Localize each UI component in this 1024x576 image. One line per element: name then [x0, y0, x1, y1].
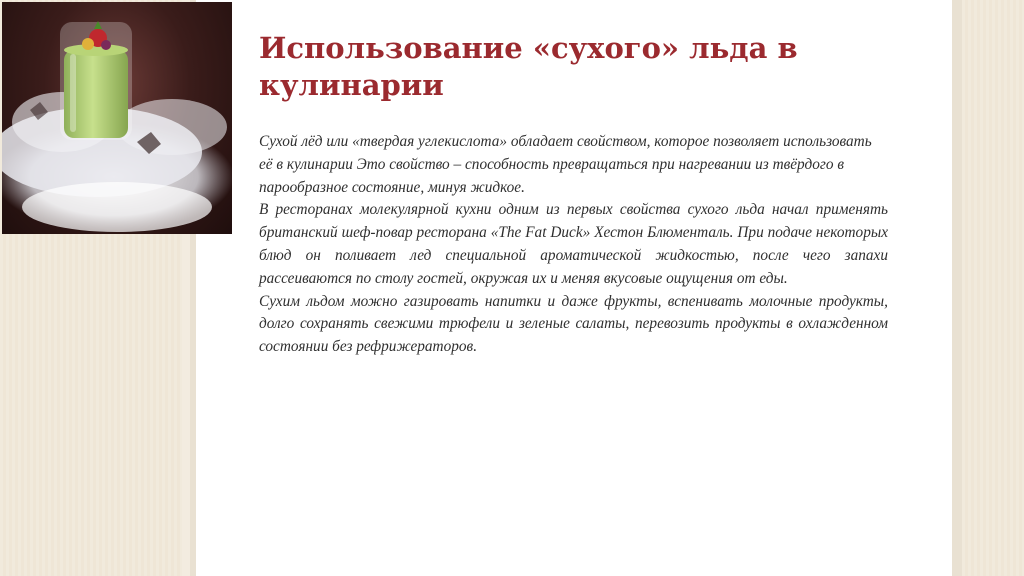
glass-highlight [70, 54, 76, 132]
slide-title: Использование «сухого» льда в кулинарии [259, 31, 798, 102]
paragraph-uses: Сухим льдом можно газировать напитки и даже фрукты, вспенивать молочные продукты, долго сохранять свежими трюфели и зеленые салаты, перевозить продукты в охлажденном состоянии без рефрижераторов. [259, 292, 888, 356]
dessert-photo [2, 2, 232, 234]
fog-wisp [117, 99, 227, 155]
fruit [82, 38, 94, 50]
paragraph-dry-ice-property: Сухой лёд или «твердая углекислота» обладает свойством, которое позволяет использовать её в кулинарии Это свойство – способность превращаться при нагревании из твёрдого в парообразное состояние, минуя жидкое. [259, 133, 872, 196]
panel-border-right [952, 0, 962, 576]
berry [101, 40, 111, 50]
background-right-stripe [962, 0, 1024, 576]
fog-wisp [22, 182, 212, 232]
dessert-illustration [2, 2, 232, 234]
slide-body [259, 131, 888, 359]
paragraph-molecular-cuisine: В ресторанах молекулярной кухни одним из первых свойства сухого льда начал применять британский шеф-повар ресторана «The Fat Duck» Хестон Блюменталь. При подаче некоторых блюд он поливает лед специальной ароматической жидкостью, после чего запахи рассеиваются по столу гостей, окружая их и меняя вкусовые ощущения от еды. [259, 201, 888, 287]
